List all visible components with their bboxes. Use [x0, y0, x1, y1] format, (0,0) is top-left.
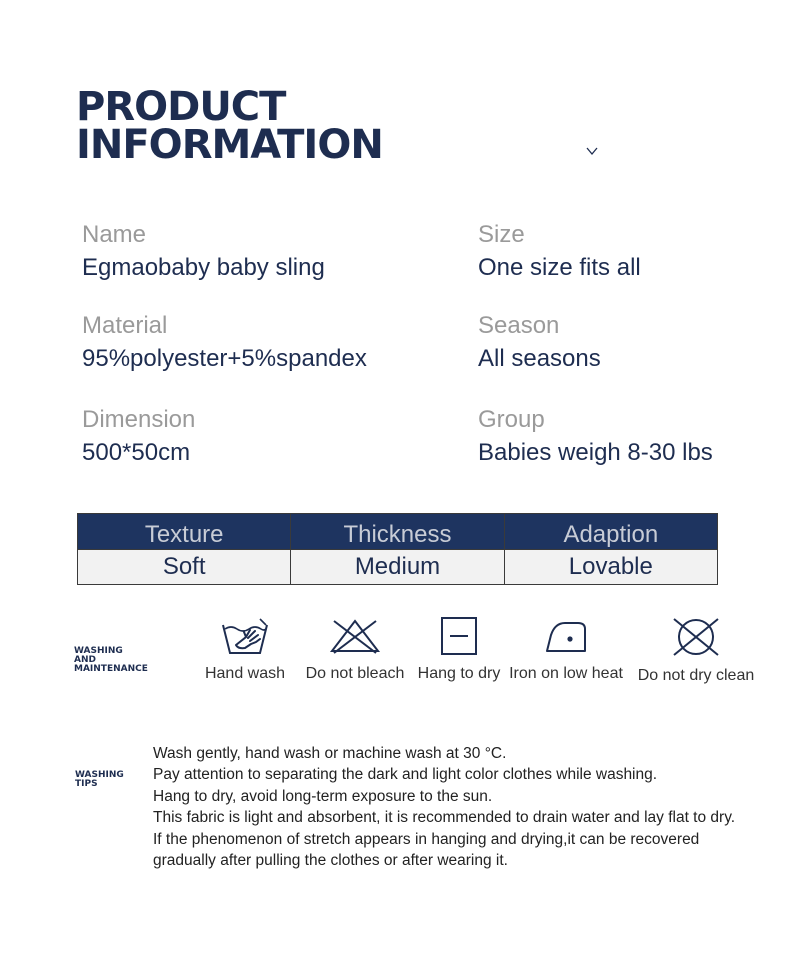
do-not-dry-clean-icon	[670, 615, 722, 659]
chevron-down-icon	[585, 146, 599, 156]
care-item-do-not-dry-clean	[636, 615, 756, 685]
tip-line: Hang to dry, avoid long-term exposure to the sun.	[153, 787, 493, 805]
tip-line: Pay attention to separating the dark and light color clothes while washing.	[153, 766, 658, 784]
care-item-do-not-bleach	[304, 615, 406, 683]
title-line-2: INFORMATION	[76, 122, 383, 168]
properties-table	[77, 513, 718, 585]
title-line-1: PRODUCT	[76, 84, 286, 130]
iron-low-heat-icon	[543, 615, 589, 657]
washing-maintenance-tag	[74, 647, 148, 674]
page-title	[76, 84, 383, 168]
spec-dimension	[82, 406, 195, 467]
spec-label: Group	[478, 406, 545, 433]
tip-line: This fabric is light and absorbent, it is recommended to drain water and lay flat to dry.	[153, 809, 736, 827]
properties-value-row	[78, 550, 718, 585]
spec-label: Size	[478, 221, 525, 248]
care-label: Do not dry clean	[637, 667, 755, 684]
care-item-hang-to-dry	[414, 615, 504, 683]
tag-line: TIPS	[75, 779, 98, 789]
washing-tips-text	[153, 743, 735, 871]
hand-wash-icon	[220, 615, 270, 657]
header-adaption: Adaption	[504, 514, 717, 550]
spec-size	[478, 221, 641, 282]
care-label: Iron on low heat	[509, 665, 623, 682]
spec-value: 95%polyester+5%spandex	[82, 345, 367, 372]
spec-season	[478, 312, 601, 373]
spec-label: Name	[82, 221, 147, 248]
value-thickness: Medium	[291, 550, 504, 585]
spec-value: One size fits all	[478, 254, 641, 281]
care-item-iron-low-heat	[506, 615, 626, 683]
spec-value: Babies weigh 8-30 lbs	[478, 439, 713, 466]
care-item-hand-wash	[196, 615, 294, 683]
spec-name	[82, 221, 325, 282]
properties-header-row	[78, 514, 718, 550]
do-not-bleach-icon	[328, 615, 382, 657]
header-thickness: Thickness	[291, 514, 504, 550]
spec-group	[478, 406, 713, 467]
tip-line: Wash gently, hand wash or machine wash at 30 °C.	[153, 745, 507, 762]
care-label: Hand wash	[204, 665, 286, 682]
spec-value: All seasons	[478, 345, 601, 372]
tip-line: If the phenomenon of stretch appears in hanging and drying,it can be recovered	[153, 830, 700, 848]
spec-material	[82, 312, 367, 373]
care-label: Hang to dry	[417, 665, 501, 682]
tag-line: WASHING	[74, 646, 123, 656]
tip-line: gradually after pulling the clothes or after wearing it.	[153, 852, 508, 870]
washing-tips-tag	[75, 771, 124, 789]
spec-value: Egmaobaby baby sling	[82, 254, 325, 281]
value-texture: Soft	[78, 550, 291, 585]
spec-value: 500*50cm	[82, 439, 191, 466]
tag-line: AND	[74, 655, 96, 665]
hang-to-dry-icon	[439, 615, 479, 657]
spec-label: Season	[478, 312, 560, 339]
spec-label: Material	[82, 312, 168, 339]
header-texture: Texture	[78, 514, 291, 550]
tag-line: WASHING	[75, 770, 124, 780]
tag-line: MAINTENANCE	[74, 664, 148, 674]
care-label: Do not bleach	[305, 665, 405, 682]
value-adaption: Lovable	[504, 550, 717, 585]
spec-label: Dimension	[82, 406, 196, 433]
